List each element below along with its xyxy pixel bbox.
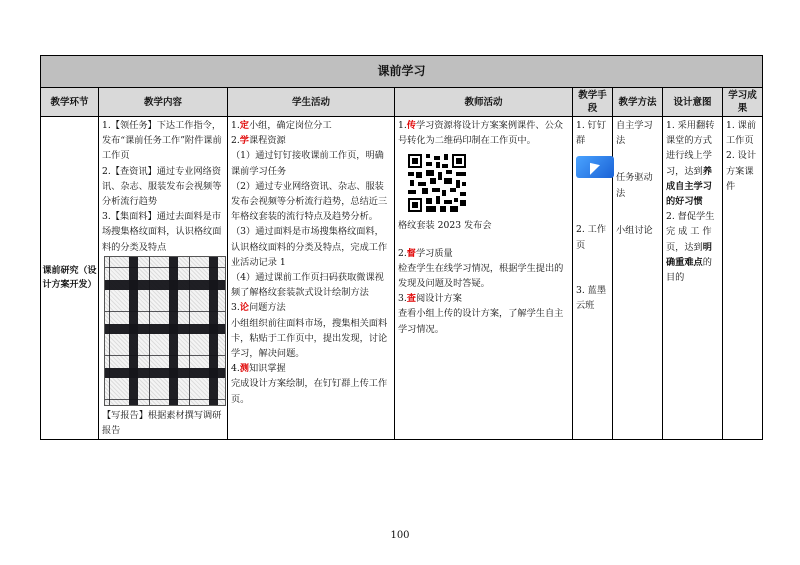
outcome-item-2: 2. 设计方案课件	[726, 150, 757, 192]
teacher-item-3: 3.查阅设计方案	[398, 293, 462, 305]
stage-cell: 课前研究（设计方案开发）	[41, 117, 99, 440]
means-cell	[573, 117, 613, 440]
method-item-2: 任务驱动法	[616, 172, 653, 199]
header-method: 教学方法	[613, 88, 663, 117]
means-item-2: 2. 工作页	[576, 224, 607, 251]
header-means: 教学手段	[573, 88, 613, 117]
outcome-item-1: 1. 课前工作页	[726, 120, 757, 147]
table-row	[41, 117, 763, 440]
header-row	[41, 88, 763, 117]
intent-item-1: 1. 采用翻转课堂的方式进行线上学习，达到养成自主学习的好习惯	[666, 120, 715, 208]
teacher-item-2: 2.督学习质量	[398, 247, 453, 259]
content-line-3: 3.【集面料】通过去面料是市场搜集格纹面料，认识格纹面料的分类及特点	[102, 211, 222, 253]
teacher-item-1: 1.传学习资源将设计方案案例课件、公众号转化为二维码印制在工作页中。	[398, 120, 563, 147]
qr-code-icon[interactable]	[408, 154, 466, 212]
means-item-1: 1. 钉钉群	[576, 120, 607, 147]
student-item-2: 2.学课程资源	[231, 135, 286, 147]
header-outcome: 学习成果	[723, 88, 763, 117]
student-item-4a: 完成设计方案绘制，在钉钉群上传工作页。	[231, 378, 388, 405]
student-item-1: 1.定小组，确定岗位分工	[231, 120, 332, 131]
header-content: 教学内容	[99, 88, 228, 117]
header-intent: 设计意图	[663, 88, 723, 117]
teacher-item-2a: 检查学生在线学习情况，根据学生提出的发现及问题及时答疑。	[398, 262, 564, 290]
method-item-1: 自主学习法	[616, 120, 653, 147]
lesson-table	[40, 55, 763, 440]
header-teacher: 教师活动	[395, 88, 573, 117]
header-student: 学生活动	[228, 88, 395, 117]
content-line-2: 2.【查资讯】通过专业网络资讯、杂志、服装发布会视频等分析流行趋势	[102, 165, 222, 208]
means-item-3: 3. 蓝墨云班	[576, 284, 607, 312]
teacher-item-3a: 查看小组上传的设计方案，了解学生自主学习情况。	[398, 308, 564, 335]
content-cell	[99, 117, 228, 440]
intent-item-2: 2. 督促学生完 成 工 作页，达到明确重难点的目的	[666, 211, 715, 284]
teacher-cell	[395, 117, 573, 440]
table-title: 课前学习	[41, 56, 763, 88]
student-cell	[228, 117, 395, 440]
method-cell	[613, 117, 663, 440]
student-item-3: 3.论问题方法	[231, 302, 286, 314]
dingtalk-app-icon	[576, 156, 614, 178]
student-item-3a: 小组组织前往面料市场，搜集相关面料卡，粘贴于工作页中，提出发现，讨论学习，解决问题。	[231, 317, 388, 360]
student-item-2d: （4）通过课前工作页扫码获取微课视频了解格纹套装款式设计绘制方法	[231, 272, 384, 299]
student-item-2a: （1）通过钉钉接收课前工作页，明确课前学习任务	[231, 150, 384, 177]
qr-caption: 格纹套装 2023 发布会	[398, 220, 492, 232]
header-stage: 教学环节	[41, 88, 99, 117]
content-line-4: 【写报告】根据素材撰写调研报告	[102, 409, 222, 437]
content-line-1: 1.【领任务】下达工作指令，发布“课前任务工作”附件课前工作页	[102, 120, 222, 162]
student-item-4: 4.测知识掌握	[231, 363, 286, 375]
method-item-3: 小组讨论	[616, 224, 653, 236]
student-item-2c: （3）通过面料是市场搜集格纹面料，认识格纹面料的分类及特点，完成工作业活动记录 1	[231, 226, 388, 268]
student-item-2b: （2）通过专业网络资讯、杂志、服装发布会视频等分析流行趋势，总结近三年格纹套装的流行特点及趋势分析。	[231, 180, 388, 223]
plaid-fabric-image	[104, 256, 226, 406]
outcome-cell	[723, 117, 763, 440]
intent-cell	[663, 117, 723, 440]
page-number: 100	[390, 530, 410, 541]
